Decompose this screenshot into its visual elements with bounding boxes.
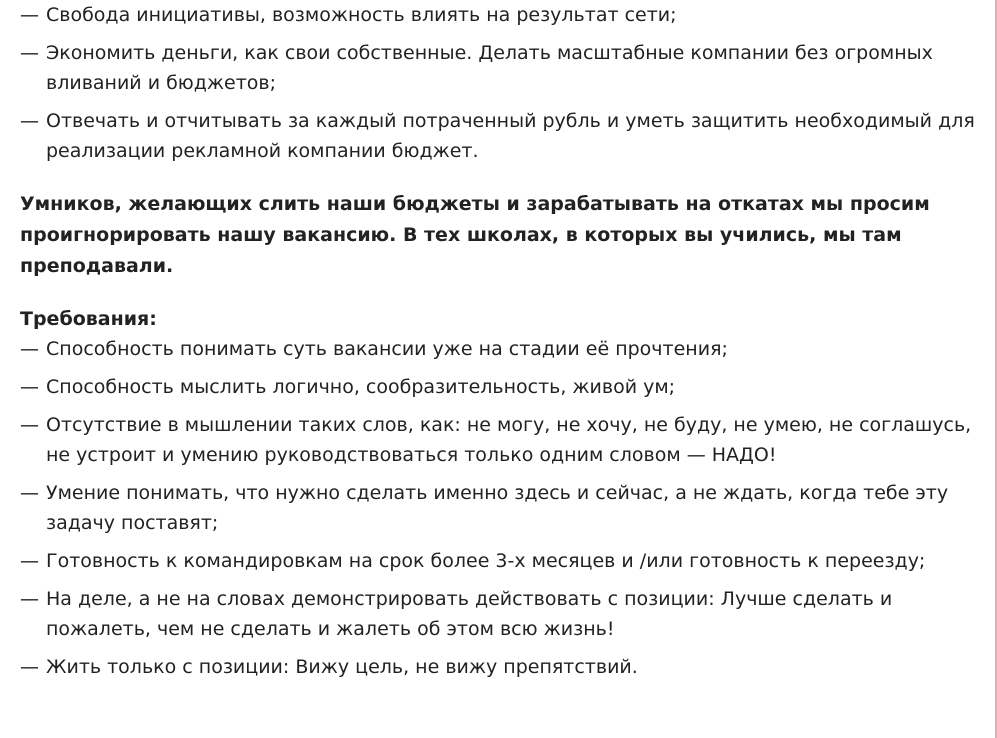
list-item-text: Жить только с позиции: Вижу цель, не вижу препятствий. <box>46 656 638 678</box>
warning-paragraph: Умников, желающих слить наши бюджеты и зарабатывать на откатах мы просим проигнорировать нашу вакансию. В тех школах, в которых вы учились, мы там преподавали. <box>20 193 930 277</box>
dash-marker: — <box>20 588 39 610</box>
list-item <box>20 652 985 682</box>
list-item <box>20 584 985 644</box>
dash-marker: — <box>20 550 39 572</box>
list-item-text: Умение понимать, что нужно сделать именно здесь и сейчас, а не ждать, когда тебе эту задачу поставят; <box>46 482 949 534</box>
list-item-text: Экономить деньги, как свои собственные. Делать масштабные компании без огромных вливаний и бюджетов; <box>46 42 933 94</box>
dash-marker: — <box>20 42 39 64</box>
list-item <box>20 372 985 402</box>
requirements-heading: Требования: <box>20 308 157 330</box>
list-item-text: Готовность к командировкам на срок более 3-х месяцев и /или готовность к переезду; <box>46 550 926 572</box>
dash-marker: — <box>20 4 39 26</box>
list-item-text: Отсутствие в мышлении таких слов, как: не могу, не хочу, не буду, не умею, не соглашусь, не устроит и умению руководствоваться только одним словом — НАДО! <box>46 414 972 466</box>
list-item <box>20 334 985 364</box>
list-item-text: Способность мыслить логично, сообразительность, живой ум; <box>46 376 676 398</box>
list-item-text: Свобода инициативы, возможность влиять на результат сети; <box>46 4 677 26</box>
list-item <box>20 410 985 470</box>
dash-marker: — <box>20 414 39 436</box>
dash-marker: — <box>20 482 39 504</box>
list-item <box>20 38 985 98</box>
dash-marker: — <box>20 656 39 678</box>
list-item <box>20 478 985 538</box>
list-item-text: Отвечать и отчитывать за каждый потраченный рубль и уметь защитить необходимый для реализации рекламной компании бюджет. <box>46 110 975 162</box>
list-item <box>20 0 985 30</box>
list-item <box>20 106 985 166</box>
list-item <box>20 546 985 576</box>
dash-marker: — <box>20 338 39 360</box>
vacancy-text <box>20 0 985 690</box>
dash-marker: — <box>20 376 39 398</box>
requirements-list <box>20 334 985 682</box>
list-item-text: Способность понимать суть вакансии уже на стадии её прочтения; <box>46 338 728 360</box>
dash-marker: — <box>20 110 39 132</box>
list-item-text: На деле, а не на словах демонстрировать действовать с позиции: Лучше сделать и пожалеть, чем не сделать и жалеть об этом всю жизнь! <box>46 588 893 640</box>
duties-list <box>20 0 985 166</box>
